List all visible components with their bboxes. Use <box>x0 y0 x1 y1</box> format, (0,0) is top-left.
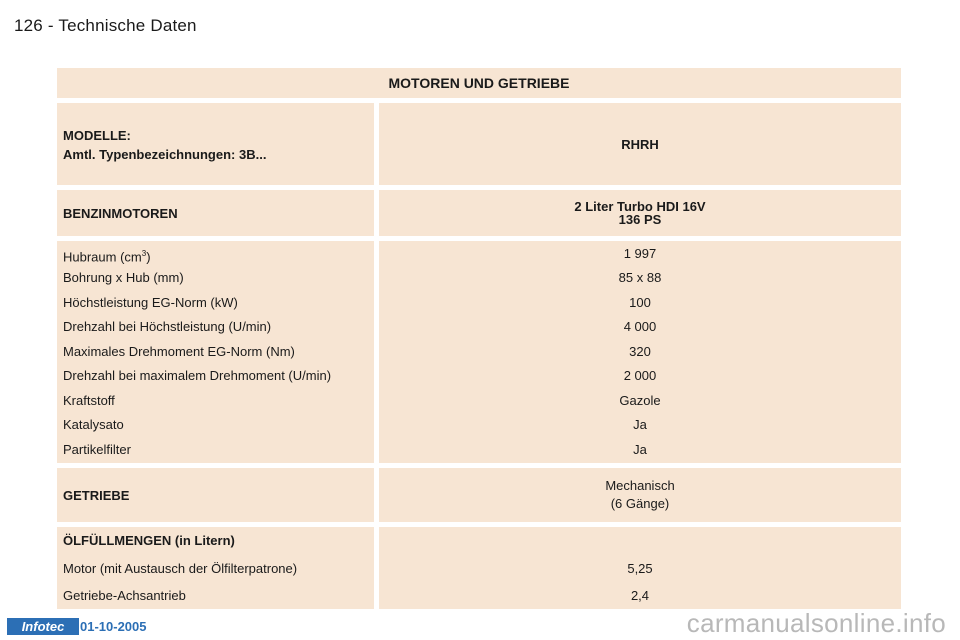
models-label: MODELLE: <box>63 128 131 143</box>
spec-label-sup: 3 <box>141 249 147 258</box>
models-type-label: Amtl. Typenbezeichnungen: 3B... <box>63 147 267 162</box>
spec-table <box>57 68 901 614</box>
engine-label-cell <box>57 190 374 236</box>
oil-heading: ÖLFÜLLMENGEN (in Litern) <box>63 533 235 548</box>
oil-label-cell <box>57 527 374 609</box>
header-separator: - <box>42 16 59 35</box>
spec-label-max-power: Höchstleistung EG-Norm (kW) <box>63 294 238 310</box>
spec-label-end: ) <box>146 249 151 265</box>
models-row <box>57 103 901 185</box>
spec-label-fuel: Kraftstoff <box>63 392 115 408</box>
gearbox-label-cell <box>57 468 374 522</box>
gearbox-value-line1: Mechanisch <box>605 478 675 493</box>
page-number: 126 <box>14 16 43 35</box>
engine-label: BENZINMOTOREN <box>63 205 178 221</box>
table-title-row <box>57 68 901 98</box>
specs-label-cell <box>57 241 374 463</box>
spec-value-power-rpm: 4 000 <box>623 319 657 335</box>
spec-value-torque-rpm: 2 000 <box>623 368 657 384</box>
spec-value-fuel: Gazole <box>619 392 661 408</box>
oil-label-gearbox: Getriebe-Achsantrieb <box>63 588 186 603</box>
oil-value-gearbox: 2,4 <box>630 588 650 603</box>
spec-value-catalyst: Ja <box>633 417 647 433</box>
infotec-logo: Infotec <box>7 618 79 635</box>
spec-label-text: Hubraum (cm <box>63 249 142 265</box>
section-title: Technische Daten <box>58 16 197 35</box>
specs-value-cell <box>379 241 901 463</box>
spec-label-max-torque: Maximales Drehmoment EG-Norm (Nm) <box>63 343 295 359</box>
spec-label-displacement <box>63 243 374 267</box>
engine-row <box>57 190 901 236</box>
models-value: RHRH <box>621 136 659 152</box>
models-label-cell <box>57 103 374 185</box>
table-title: MOTOREN UND GETRIEBE <box>388 75 570 91</box>
spec-value-displacement: 1 997 <box>623 246 657 261</box>
oil-label-engine: Motor (mit Austausch der Ölfilterpatrone) <box>63 561 298 576</box>
engine-value-cell <box>379 190 901 236</box>
specs-row <box>57 241 901 463</box>
footer-date: 01-10-2005 <box>80 619 147 634</box>
spec-value-max-torque: 320 <box>629 343 651 359</box>
gearbox-value-cell <box>379 468 901 522</box>
spec-label-particle-filter: Partikelfilter <box>63 441 131 457</box>
engine-value-line1: 2 Liter Turbo HDI 16V <box>574 199 706 214</box>
spec-label-bore-stroke: Bohrung x Hub (mm) <box>63 270 184 286</box>
models-value-cell <box>379 103 901 185</box>
gearbox-row <box>57 468 901 522</box>
gearbox-label: GETRIEBE <box>63 487 130 503</box>
watermark: carmanualsonline.info <box>686 608 946 638</box>
spec-value-max-power: 100 <box>629 294 651 310</box>
page-header <box>14 16 197 36</box>
spec-label-power-rpm: Drehzahl bei Höchstleistung (U/min) <box>63 319 272 335</box>
oil-value-engine: 5,25 <box>627 561 653 576</box>
spec-value-bore-stroke: 85 x 88 <box>618 270 662 286</box>
oil-row <box>57 527 901 609</box>
oil-value-cell <box>379 527 901 609</box>
spec-label-torque-rpm: Drehzahl bei maximalem Drehmoment (U/min) <box>63 368 332 384</box>
engine-value-line2: 136 PS <box>618 212 662 227</box>
spec-label-catalyst: Katalysato <box>63 417 124 433</box>
oil-heading-spacer <box>379 527 901 555</box>
gearbox-value-line2: (6 Gänge) <box>610 496 670 511</box>
spec-value-particle-filter: Ja <box>633 441 647 457</box>
